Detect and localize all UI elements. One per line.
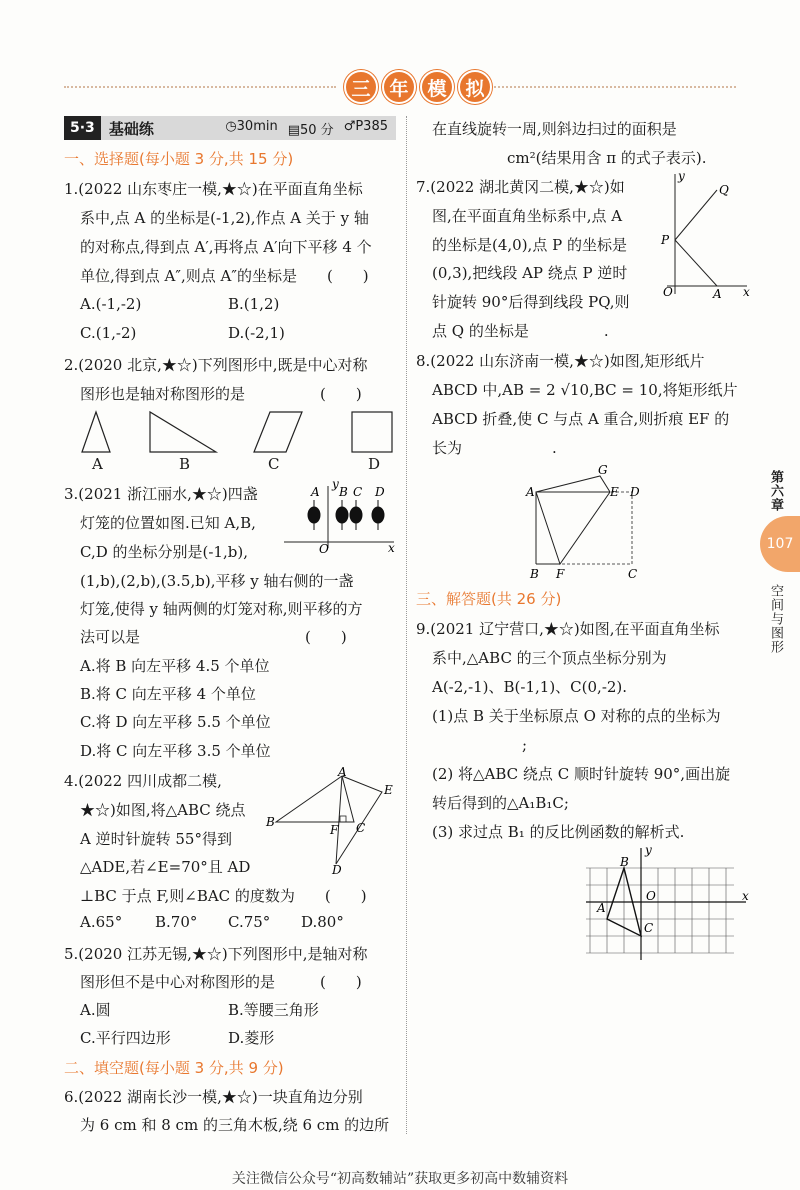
q2-label: A bbox=[92, 455, 103, 473]
q4-option: D.80° bbox=[301, 913, 344, 931]
q6-line: 在直线旋转一周,则斜边扫过的面积是 bbox=[432, 120, 677, 138]
section-logo: 5·3 bbox=[64, 116, 101, 140]
q9-line: 转后得到的△A₁B₁C; bbox=[432, 794, 569, 812]
total-score: ▤50 分 bbox=[287, 122, 334, 138]
q1-line: 系中,点 A 的坐标是(-1,2),作点 A 关于 y 轴 bbox=[80, 209, 369, 227]
q4-fig-label: B bbox=[266, 815, 275, 829]
q7-fig-label: O bbox=[663, 285, 673, 299]
q3-fig-label: C bbox=[353, 485, 363, 499]
q7-fig-label: x bbox=[743, 285, 750, 299]
q8-line: ABCD 折叠,使 C 与点 A 重合,则折痕 EF 的 bbox=[432, 410, 730, 428]
q4-fig-label: A bbox=[338, 765, 347, 779]
q1-option: B.(1,2) bbox=[228, 295, 280, 313]
q2-label: B bbox=[179, 455, 191, 473]
banner-char: 拟 bbox=[458, 70, 492, 104]
column-divider bbox=[406, 116, 407, 1134]
q8-fig-label: C bbox=[628, 567, 638, 581]
q5-line: 图形但不是中心对称图形的是 ( ) bbox=[80, 973, 362, 991]
q4-line: A 逆时针旋转 55°得到 bbox=[80, 830, 232, 848]
q4-option: C.75° bbox=[228, 913, 271, 931]
q6-line: cm²(结果用含 π 的式子表示). bbox=[432, 149, 707, 167]
footer-note: 关注微信公众号“初高数辅站”获取更多初高中数辅资料 bbox=[231, 1171, 569, 1187]
q9-line: (3) 求过点 B₁ 的反比例函数的解析式. bbox=[432, 823, 685, 841]
q3-line: (1,b),(2,b),(3.5,b),平移 y 轴右侧的一盏 bbox=[80, 572, 354, 590]
q3-fig-label: A bbox=[311, 485, 320, 499]
answer-page-ref: ♂P385 bbox=[343, 118, 388, 134]
q8-fig-label: A bbox=[526, 485, 535, 499]
q4-fig-label: D bbox=[332, 863, 342, 877]
q3-fig-label: D bbox=[375, 485, 385, 499]
q3-fig-label: B bbox=[339, 485, 348, 499]
q8-line: ABCD 中,AB = 2 √10,BC = 10,将矩形纸片 bbox=[432, 381, 738, 399]
q7-fig-label: Q bbox=[719, 183, 729, 197]
q5-option: A.圆 bbox=[80, 1001, 111, 1019]
q3-option: B.将 C 向左平移 4 个单位 bbox=[80, 685, 256, 703]
q7-line: 的坐标是(4,0),点 P 的坐标是 bbox=[432, 236, 627, 254]
q9-fig-label: C bbox=[644, 921, 654, 935]
q8-fig-label: B bbox=[530, 567, 539, 581]
q3-line: 3.(2021 浙江丽水,★☆)四盏 bbox=[64, 485, 258, 503]
q4-fig-label: F bbox=[330, 823, 339, 837]
q6-line: 为 6 cm 和 8 cm 的三角木板,绕 6 cm 的边所 bbox=[80, 1116, 390, 1134]
q2-label: D bbox=[368, 455, 381, 473]
q1-line: 1.(2022 山东枣庄一模,★☆)在平面直角坐标 bbox=[64, 180, 363, 198]
q4-option: A.65° bbox=[80, 913, 123, 931]
chapter-label: 第六章 bbox=[768, 470, 783, 512]
q9-line: A(-2,-1)、B(-1,1)、C(0,-2). bbox=[432, 678, 628, 696]
banner-char: 三 bbox=[344, 70, 378, 104]
banner-char: 模 bbox=[420, 70, 454, 104]
q4-fig-label: E bbox=[384, 783, 393, 797]
q2-label: C bbox=[268, 455, 280, 473]
q3-line: C,D 的坐标分别是(-1,b), bbox=[80, 543, 248, 561]
banner-char: 年 bbox=[382, 70, 416, 104]
q3-fig-label: y bbox=[332, 477, 339, 491]
q5-line: 5.(2020 江苏无锡,★☆)下列图形中,是轴对称 bbox=[64, 945, 368, 963]
q1-option: A.(-1,-2) bbox=[80, 295, 142, 313]
q8-fold-figure bbox=[524, 463, 654, 581]
q2-line: 2.(2020 北京,★☆)下列图形中,既是中心对称 bbox=[64, 356, 368, 374]
q9-fig-label: B bbox=[620, 855, 629, 869]
q9-line: 9.(2021 辽宁营口,★☆)如图,在平面直角坐标 bbox=[416, 620, 720, 638]
q7-fig-label: A bbox=[713, 287, 722, 301]
q2-line: 图形也是轴对称图形的是 ( ) bbox=[80, 385, 362, 403]
q7-line: (0,3),把线段 AP 绕点 P 逆时 bbox=[432, 264, 628, 282]
q5-option: C.平行四边形 bbox=[80, 1029, 171, 1047]
header-banner bbox=[344, 70, 492, 104]
q8-line: 8.(2022 山东济南一模,★☆)如图,矩形纸片 bbox=[416, 352, 705, 370]
q7-rotation-figure bbox=[655, 169, 755, 304]
q3-option: A.将 B 向左平移 4.5 个单位 bbox=[80, 657, 270, 675]
q9-fig-label: A bbox=[597, 901, 606, 915]
q8-fig-label: G bbox=[598, 463, 608, 477]
page-number-tab: 107 bbox=[760, 516, 800, 572]
q3-line: 法可以是 ( ) bbox=[80, 628, 347, 646]
q7-fig-label: P bbox=[661, 233, 670, 247]
section-heading-choice: 一、选择题(每小题 3 分,共 15 分) bbox=[64, 150, 294, 168]
q6-line: 6.(2022 湖南长沙一模,★☆)一块直角边分别 bbox=[64, 1088, 363, 1106]
q1-option: C.(1,-2) bbox=[80, 324, 137, 342]
q9-grid-figure bbox=[586, 843, 756, 958]
q5-option: B.等腰三角形 bbox=[228, 1001, 319, 1019]
topic-label: 空间与图形 bbox=[768, 584, 783, 654]
section-heading-answer: 三、解答题(共 26 分) bbox=[416, 590, 562, 608]
q4-line: 4.(2022 四川成都二模, bbox=[64, 772, 222, 790]
q7-line: 针旋转 90°后得到线段 PQ,则 bbox=[432, 293, 630, 311]
q7-line: 7.(2022 湖北黄冈二模,★☆)如 bbox=[416, 178, 625, 196]
q4-triangle-figure bbox=[262, 765, 402, 877]
q9-fig-label: y bbox=[645, 843, 652, 857]
q3-option: D.将 C 向左平移 3.5 个单位 bbox=[80, 742, 271, 760]
section-title: 基础练 bbox=[108, 119, 154, 138]
q4-line: ★☆)如图,将△ABC 绕点 bbox=[80, 801, 246, 819]
section-heading-fill: 二、填空题(每小题 3 分,共 9 分) bbox=[64, 1059, 284, 1077]
q2-shapes-figure bbox=[70, 408, 400, 468]
q8-line: 长为 . bbox=[432, 439, 557, 457]
q8-fig-label: F bbox=[556, 567, 565, 581]
q3-fig-label: O bbox=[319, 542, 329, 556]
q3-line: 灯笼,使得 y 轴两侧的灯笼对称,则平移的方 bbox=[80, 600, 363, 618]
q7-line: 点 Q 的坐标是 . bbox=[432, 322, 609, 340]
q1-line: 的对称点,得到点 A′,再将点 A′向下平移 4 个 bbox=[80, 238, 372, 256]
q7-fig-label: y bbox=[678, 169, 685, 183]
section-bar bbox=[64, 116, 396, 140]
q4-option: B.70° bbox=[155, 913, 198, 931]
q1-line: 单位,得到点 A″,则点 A″的坐标是 ( ) bbox=[80, 267, 369, 285]
q4-fig-label: C bbox=[356, 821, 366, 835]
q7-line: 图,在平面直角坐标系中,点 A bbox=[432, 207, 623, 225]
q9-line: ; bbox=[432, 736, 528, 754]
time-limit: ◷30min bbox=[225, 118, 278, 134]
q4-line: △ADE,若∠E=70°且 AD bbox=[80, 858, 251, 876]
q8-fig-label: E bbox=[610, 485, 619, 499]
q4-line: ⊥BC 于点 F,则∠BAC 的度数为 ( ) bbox=[80, 887, 367, 905]
q3-lantern-figure bbox=[284, 477, 399, 556]
q3-option: C.将 D 向左平移 5.5 个单位 bbox=[80, 713, 271, 731]
q9-fig-label: O bbox=[646, 889, 656, 903]
q1-option: D.(-2,1) bbox=[228, 324, 285, 342]
q3-fig-label: x bbox=[388, 541, 395, 555]
q9-line: (2) 将△ABC 绕点 C 顺时针旋转 90°,画出旋 bbox=[432, 765, 731, 783]
q8-fig-label: D bbox=[630, 485, 640, 499]
q5-option: D.菱形 bbox=[228, 1029, 275, 1047]
q9-line: (1)点 B 关于坐标原点 O 对称的点的坐标为 bbox=[432, 707, 721, 725]
q3-line: 灯笼的位置如图.已知 A,B, bbox=[80, 514, 256, 532]
q9-line: 系中,△ABC 的三个顶点坐标分别为 bbox=[432, 649, 667, 667]
q9-fig-label: x bbox=[742, 889, 749, 903]
